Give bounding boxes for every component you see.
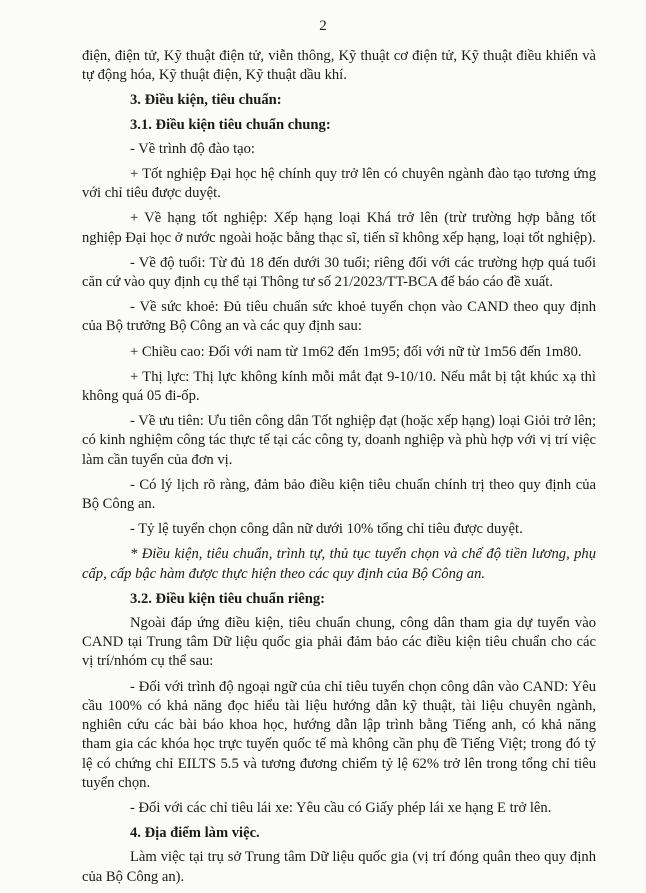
paragraph: - Về độ tuổi: Từ đủ 18 đến dưới 30 tuổi; riêng đối với các trường hợp quá tuổi căn cứ vào quy định cụ thể tại Thông tư số 21/2023/TT-BCA để báo cáo đề xuất.	[82, 254, 596, 291]
subsection-heading: 3.2. Điều kiện tiêu chuẩn riêng:	[130, 590, 325, 607]
paragraph: Ngoài đáp ứng điều kiện, tiêu chuẩn chung, công dân tham gia dự tuyển vào CAND tại Trung tâm Dữ liệu quốc gia phải đảm bảo các điều kiện tiêu chuẩn cho các vị trí/nhóm cụ thể sau:	[82, 615, 596, 670]
paragraph: - Đối với các chỉ tiêu lái xe: Yêu cầu có Giấy phép lái xe hạng E trở lên.	[130, 799, 552, 816]
paragraph: - Về trình độ đào tạo:	[130, 140, 255, 157]
paragraph: + Tốt nghiệp Đại học hệ chính quy trở lên có chuyên ngành đào tạo tương ứng với chỉ tiêu được duyệt.	[82, 166, 596, 202]
section-heading: 3. Điều kiện, tiêu chuẩn:	[130, 92, 282, 109]
paragraph: - Đối với trình độ ngoại ngữ của chỉ tiêu tuyển chọn công dân vào CAND: Yêu cầu 100% có khả năng đọc hiểu tài liệu hướng dẫn kỹ thuật, tài liệu chuyên ngành, nghiên cứu các bài báo khoa học, hướng dẫn lập trình bằng Tiếng anh, có khả năng tham gia các khóa học trực tuyến quốc tế mà không cần phụ đề Tiếng Việt; trong đó tỷ lệ có chứng chỉ EILTS 5.5 và tương đương chiếm tỷ lệ 62% trở lên trong tổng chỉ tiêu tuyển chọn.	[82, 678, 596, 791]
page-number: 2	[319, 18, 327, 34]
paragraph: - Có lý lịch rõ ràng, đảm bảo điều kiện tiêu chuẩn chính trị theo quy định của Bộ Công an.	[82, 476, 596, 513]
italic-note: * Điều kiện, tiêu chuẩn, trình tự, thủ tục tuyển chọn và chế độ tiền lương, phụ cấp, cấp bậc hàm được thực hiện theo các quy định của Bộ Công an.	[82, 546, 596, 582]
subsection-heading: 3.1. Điều kiện tiêu chuẩn chung:	[130, 116, 331, 133]
paragraph: Làm việc tại trụ sở Trung tâm Dữ liệu quốc gia (vị trí đóng quân theo quy định của Bộ Công an).	[82, 849, 596, 885]
paragraph: + Về hạng tốt nghiệp: Xếp hạng loại Khá trở lên (trừ trường hợp bằng tốt nghiệp Đại học ở nước ngoài hoặc bằng thạc sĩ, tiến sĩ không xếp hạng, loại tốt nghiệp).	[82, 210, 596, 246]
section-heading: 4. Địa điểm làm việc.	[130, 825, 260, 842]
paragraph: - Tỷ lệ tuyển chọn công dân nữ dưới 10% tổng chỉ tiêu được duyệt.	[130, 521, 523, 538]
paragraph: - Về ưu tiên: Ưu tiên công dân Tốt nghiệp đạt (hoặc xếp hạng) loại Giỏi trở lên; có kinh nghiệm công tác thực tế tại các công ty, doanh nghiệp và phù hợp với vị trí việc làm cần tuyển của đơn vị.	[82, 413, 596, 468]
paragraph: - Về sức khoẻ: Đủ tiêu chuẩn sức khoẻ tuyển chọn vào CAND theo quy định của Bộ trưởng Bộ Công an và các quy định sau:	[82, 299, 596, 335]
document-body	[82, 47, 596, 893]
paragraph: điện, điện tử, Kỹ thuật điện tử, viễn thông, Kỹ thuật cơ điện tử, Kỹ thuật điều khiển và tự động hóa, Kỹ thuật điện, Kỹ thuật dầu khí.	[82, 48, 596, 84]
paragraph: + Thị lực: Thị lực không kính mỗi mắt đạt 9-10/10. Nếu mắt bị tật khúc xạ thì không quá 05 đi-ốp.	[82, 368, 596, 405]
paragraph: + Chiều cao: Đối với nam từ 1m62 đến 1m95; đối với nữ từ 1m56 đến 1m80.	[130, 343, 582, 360]
